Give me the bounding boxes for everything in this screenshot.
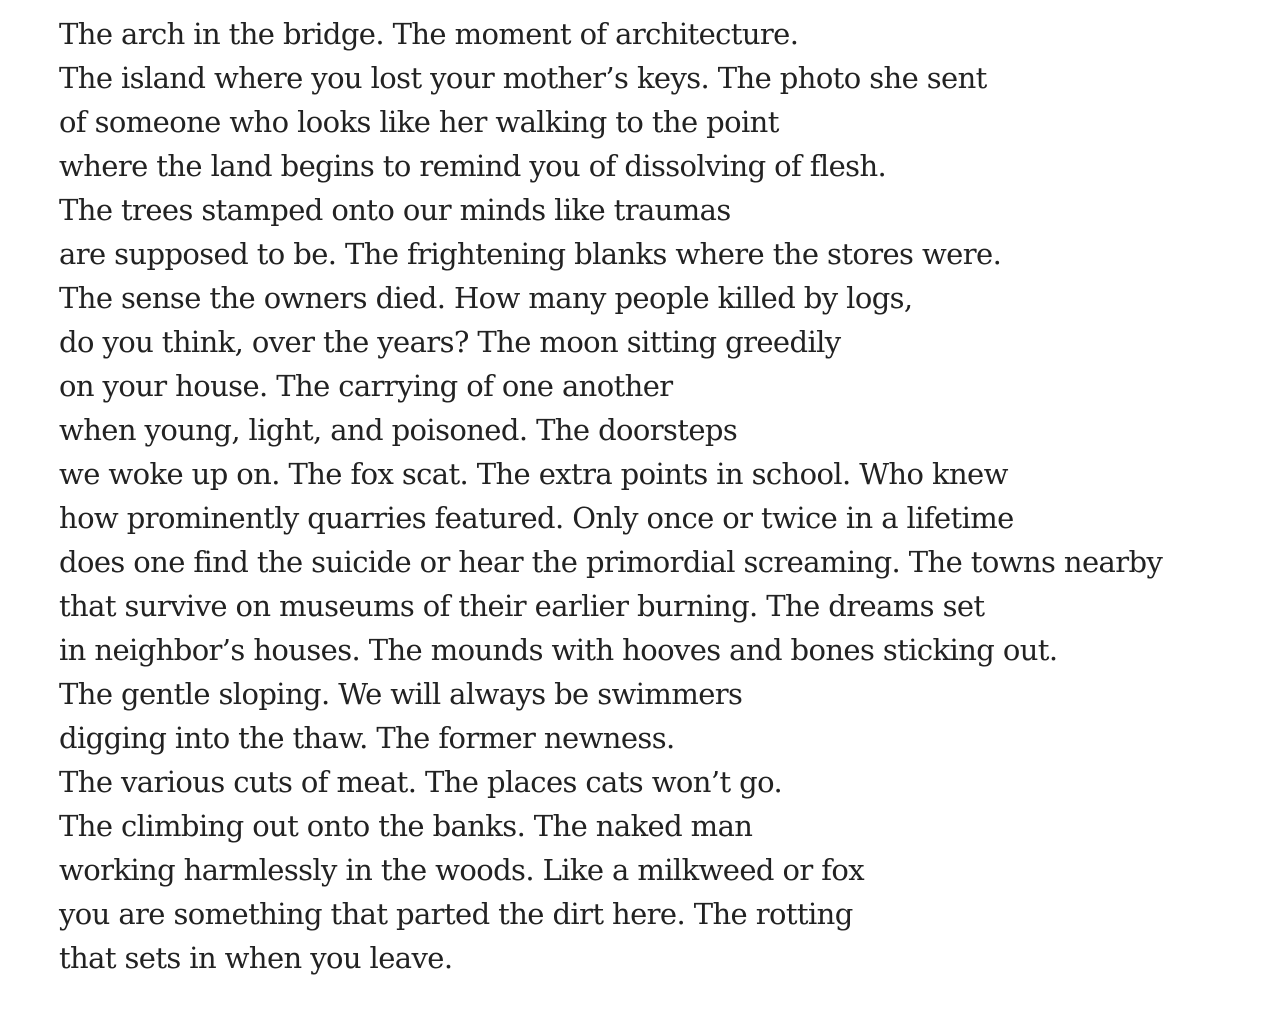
poem-line-6: are supposed to be. The frightening blanks where the stores were. [59, 237, 1002, 271]
poem-line-18: The various cuts of meat. The places cats won’t go. [59, 765, 783, 799]
poem-line-4: where the land begins to remind you of dissolving of flesh. [59, 149, 887, 183]
poem-line-2: The island where you lost your mother’s keys. The photo she sent [59, 61, 987, 95]
poem-line-8: do you think, over the years? The moon sitting greedily [59, 325, 841, 359]
poem-line-13: does one find the suicide or hear the primordial screaming. The towns nearby [59, 545, 1163, 579]
poem-line-1: The arch in the bridge. The moment of architecture. [59, 17, 799, 51]
poem-line-7: The sense the owners died. How many people killed by logs, [59, 281, 913, 315]
poem-line-10: when young, light, and poisoned. The doorsteps [59, 413, 738, 447]
poem-line-16: The gentle sloping. We will always be swimmers [59, 677, 743, 711]
poem-line-21: you are something that parted the dirt here. The rotting [59, 897, 853, 931]
poem-line-19: The climbing out onto the banks. The naked man [59, 809, 753, 843]
poem-line-5: The trees stamped onto our minds like traumas [59, 193, 731, 227]
poem-line-3: of someone who looks like her walking to the point [59, 105, 779, 139]
poem-line-9: on your house. The carrying of one another [59, 369, 673, 403]
poem-line-22: that sets in when you leave. [59, 941, 453, 975]
poem-text [59, 12, 1259, 980]
poem-line-20: working harmlessly in the woods. Like a milkweed or fox [59, 853, 864, 887]
poem-line-12: how prominently quarries featured. Only once or twice in a lifetime [59, 501, 1014, 535]
poem-line-17: digging into the thaw. The former newness. [59, 721, 675, 755]
poem-line-15: in neighbor’s houses. The mounds with hooves and bones sticking out. [59, 633, 1058, 667]
poem-line-11: we woke up on. The fox scat. The extra points in school. Who knew [59, 457, 1008, 491]
poem-line-14: that survive on museums of their earlier burning. The dreams set [59, 589, 985, 623]
